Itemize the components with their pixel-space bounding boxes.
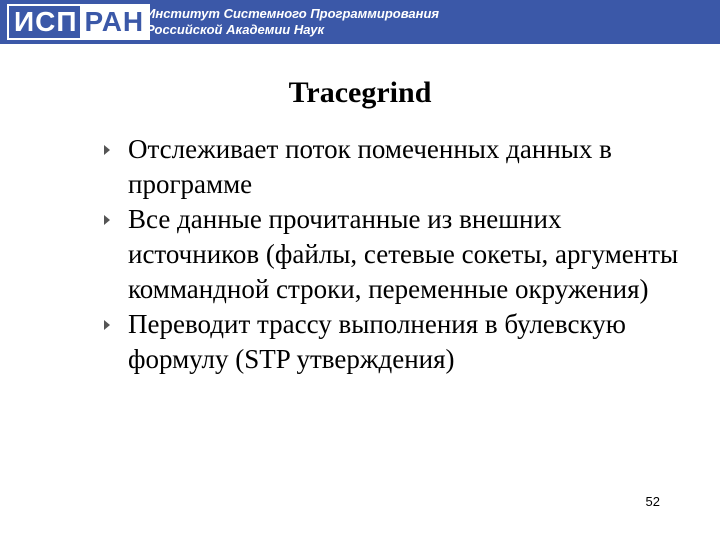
institute-name — [146, 6, 439, 38]
bullet-arrow-icon — [104, 215, 110, 225]
bullet-text: Переводит трассу выполнения в булевскую формулу (STP утверждения) — [128, 309, 626, 374]
bullet-text: Отслеживает поток помеченных данных в программе — [128, 134, 612, 199]
bullet-arrow-icon — [104, 145, 110, 155]
bullet-item — [104, 132, 684, 202]
ispras-logo — [7, 4, 150, 40]
page-number: 52 — [645, 494, 660, 509]
institute-line-1: Институт Системного Программирования — [146, 6, 440, 21]
bullet-arrow-icon — [104, 320, 110, 330]
slide-title: Tracegrind — [288, 76, 432, 109]
logo-text-ran: РАН — [80, 6, 148, 38]
institute-line-2: Российской Академии Наук — [146, 22, 325, 37]
bullet-text: Все данные прочитанные из внешних источников (файлы, сетевые сокеты, аргументы коммандной строки, переменные окружения) — [128, 204, 679, 304]
bullet-list — [104, 132, 684, 377]
bullet-item — [104, 202, 684, 307]
header-bar — [0, 0, 720, 44]
logo-text-isp: ИСП — [9, 6, 80, 38]
bullet-item — [104, 307, 684, 377]
